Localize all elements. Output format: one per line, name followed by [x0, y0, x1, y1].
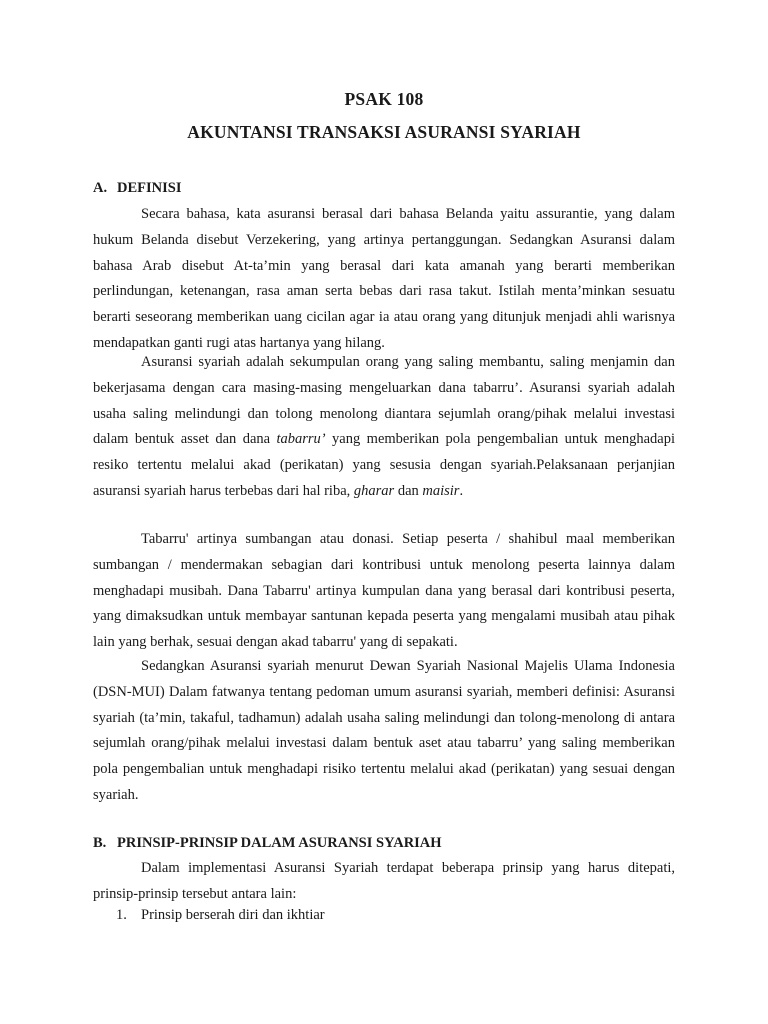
- term-gharar: gharar: [353, 482, 395, 499]
- section-a-paragraph-1: [93, 202, 675, 357]
- section-b-heading: [93, 835, 442, 852]
- section-b-title: PRINSIP-PRINSIP DALAM ASURANSI SYARIAH: [117, 835, 442, 851]
- document-title: PSAK 108: [344, 89, 424, 109]
- section-a-paragraph-2-text-b: yang memberikan pola pengembalian untuk menghadapi resiko tertentu melalui akad (perikatan) yang sesusia dengan syariah.Pelaksanaan perjanjian asuransi syariah harus terbebas dari hal riba,: [93, 431, 675, 499]
- section-a-heading: [93, 180, 181, 197]
- section-a-paragraph-4-text: Sedangkan Asuransi syariah menurut Dewan Syariah Nasional Majelis Ulama Indonesia (DSN-MUI) Dalam fatwanya tentang pedoman umum asuransi syariah, memberi definisi: Asuransi syariah (ta’min, takaful, tadhamun) adalah usaha saling melindungi dan tolong-menolong di antara sejumlah orang/pihak melalui investasi dalam bentuk aset atau tabarru’ yang saling memberikan pola pengembalian untuk menghadapi risiko tertentu melalui akad (perikatan) yang sesuai dengan syariah.: [93, 658, 675, 803]
- section-a-paragraph-2-text-a: Asuransi syariah adalah sekumpulan orang yang saling membantu, saling menjamin dan bekerjasama dengan cara masing-masing mengeluarkan dana tabarru’. Asuransi syariah adalah usaha saling melindungi dan tolong menolong diantara sejumlah orang/pihak melalui investasi dalam bentuk asset dan dana: [93, 354, 675, 448]
- section-a-paragraph-1-text: Secara bahasa, kata asuransi berasal dari bahasa Belanda yaitu assurantie, yang dalam hukum Belanda disebut Verzekering, yang artinya pertanggungan. Sedangkan Asuransi dalam bahasa Arab disebut At-ta’min yang berasal dari kata amanah yang berarti memberikan perlindungan, ketenangan, rasa aman serta bebas dari rasa takut. Istilah menta’minkan sesuatu berarti seseorang memberikan uang cicilan agar ia atau orang yang ditunjuk menjadi ahli warisnya mendapatkan ganti rugi atas hartanya yang hilang.: [93, 206, 675, 351]
- list-item: [116, 903, 325, 929]
- list-item-text: Prinsip berserah diri dan ikhtiar: [141, 907, 325, 923]
- term-maisir: maisir: [422, 482, 460, 499]
- section-b-paragraph-1: [93, 856, 675, 908]
- section-a-paragraph-4: [93, 654, 675, 809]
- term-tabarru: tabarru’: [276, 431, 326, 448]
- list-item-number: 1.: [116, 907, 127, 923]
- section-a-paragraph-2: [93, 350, 675, 505]
- section-b-marker: B.: [93, 835, 107, 851]
- document-subtitle: AKUNTANSI TRANSAKSI ASURANSI SYARIAH: [187, 122, 581, 142]
- section-a-paragraph-2-text-c: dan: [394, 482, 423, 499]
- section-a-title: DEFINISI: [117, 180, 182, 196]
- section-b-paragraph-1-text: Dalam implementasi Asuransi Syariah terdapat beberapa prinsip yang harus ditepati, prinsip-prinsip tersebut antara lain:: [93, 860, 675, 902]
- section-a-paragraph-2-text-d: .: [459, 482, 464, 499]
- section-a-paragraph-3-text: Tabarru' artinya sumbangan atau donasi. Setiap peserta / shahibul maal memberikan sumbangan / mendermakan sebagian dari kontribusi untuk menolong peserta lainnya dalam menghadapi musibah. Dana Tabarru' artinya kumpulan dana yang berasal dari kontribusi peserta, yang dimaksudkan untuk membayar santunan kepada peserta yang mengalami musibah atau pihak lain yang berhak, sesuai dengan akad tabarru' yang di sepakati.: [93, 531, 675, 651]
- section-a-paragraph-3: [93, 527, 675, 656]
- section-a-marker: A.: [93, 180, 108, 196]
